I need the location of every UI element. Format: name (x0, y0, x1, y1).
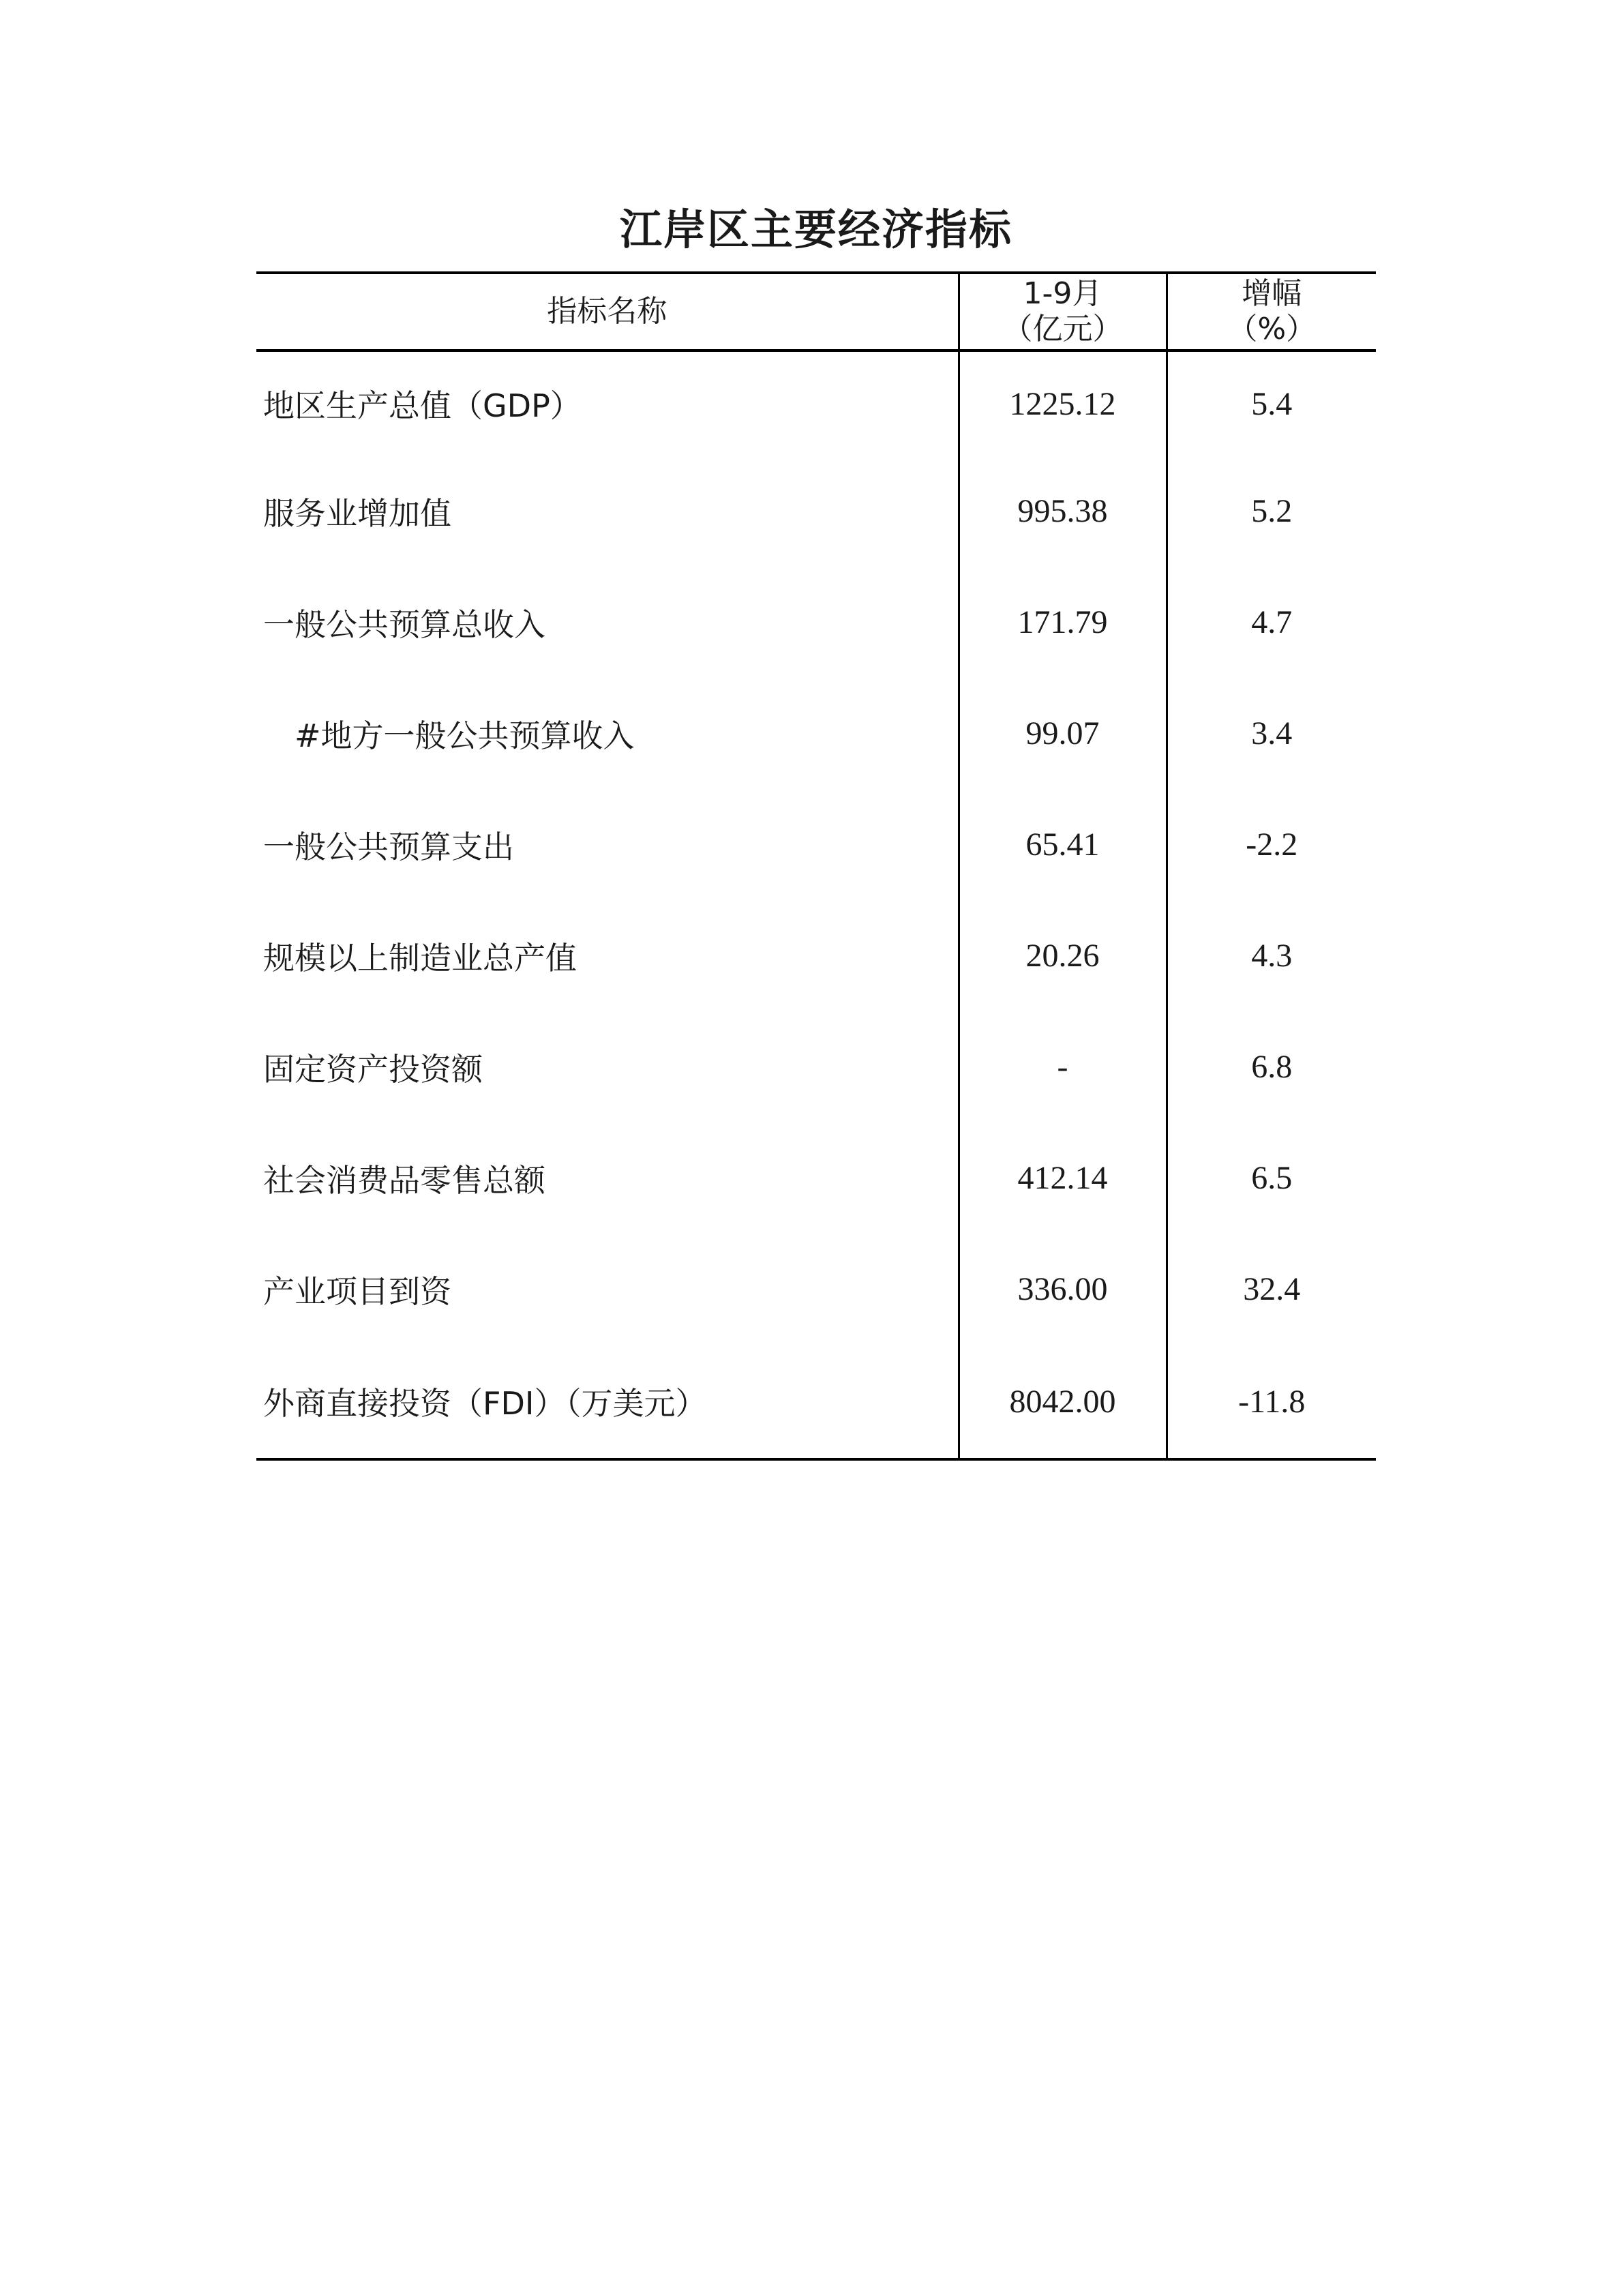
table-row (256, 900, 1376, 1011)
table-row (256, 567, 1376, 678)
indicator-value: 336.00 (959, 1234, 1167, 1345)
indicator-growth: 5.4 (1167, 351, 1376, 456)
indicator-value: 20.26 (959, 900, 1167, 1011)
header-value-period: 1-9月 (1023, 276, 1102, 311)
indicator-name: 一般公共预算支出 (263, 828, 514, 865)
indicator-growth: -2.2 (1167, 789, 1376, 900)
indicator-value: 1225.12 (959, 351, 1167, 456)
indicator-growth: 4.7 (1167, 567, 1376, 678)
table-row (256, 1122, 1376, 1234)
indicator-name: 产业项目到资 (263, 1272, 451, 1310)
indicators-table (256, 271, 1376, 1461)
indicator-growth: -11.8 (1167, 1345, 1376, 1459)
indicator-growth: 5.2 (1167, 456, 1376, 567)
indicator-name: 固定资产投资额 (263, 1050, 483, 1088)
header-growth (1167, 273, 1376, 351)
indicator-value: 8042.00 (959, 1345, 1167, 1459)
indicator-name: #地方一般公共预算收入 (295, 717, 635, 754)
indicator-growth: 3.4 (1167, 678, 1376, 789)
page-title: 江岸区主要经济指标 (619, 205, 1012, 254)
table-row (256, 678, 1376, 789)
indicator-value: 99.07 (959, 678, 1167, 789)
indicator-name: 地区生产总值（GDP） (263, 387, 582, 424)
header-value (959, 273, 1167, 351)
indicator-value: 412.14 (959, 1122, 1167, 1234)
table-row (256, 1234, 1376, 1345)
table-row (256, 456, 1376, 567)
indicator-value: 171.79 (959, 567, 1167, 678)
table-header-row (256, 273, 1376, 351)
indicator-value: 995.38 (959, 456, 1167, 567)
header-indicator-name: 指标名称 (256, 273, 959, 351)
table-row (256, 1011, 1376, 1122)
table-row (256, 351, 1376, 456)
indicator-name: 社会消费品零售总额 (263, 1161, 545, 1199)
indicator-name: 外商直接投资（FDI）（万美元） (256, 1345, 959, 1459)
table-row (256, 1345, 1376, 1459)
indicator-growth: 6.5 (1167, 1122, 1376, 1234)
indicator-name: 服务业增加值 (263, 494, 451, 532)
header-value-unit: （亿元） (1002, 312, 1123, 346)
table-row (256, 789, 1376, 900)
indicator-name: 规模以上制造业总产值 (263, 939, 577, 976)
indicator-value: 65.41 (959, 789, 1167, 900)
indicator-growth: 32.4 (1167, 1234, 1376, 1345)
indicator-value: - (959, 1011, 1167, 1122)
header-growth-label: 增幅 (1242, 276, 1302, 311)
header-growth-unit: （%） (1227, 312, 1317, 346)
indicator-growth: 6.8 (1167, 1011, 1376, 1122)
indicator-name: 一般公共预算总收入 (263, 606, 545, 643)
indicator-growth: 4.3 (1167, 900, 1376, 1011)
